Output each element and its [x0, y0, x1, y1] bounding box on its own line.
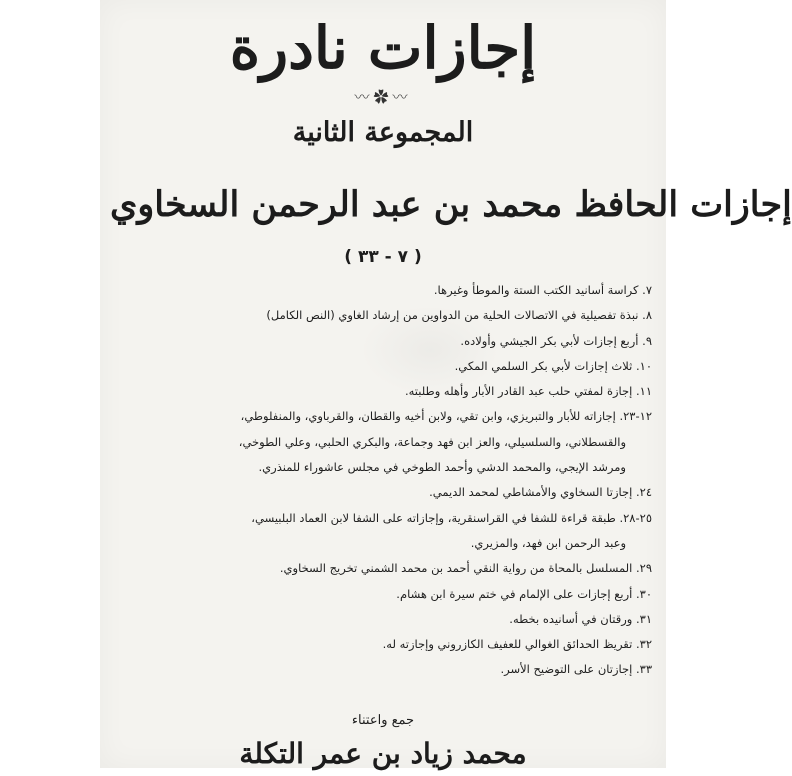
credits	[100, 712, 666, 776]
title-ornament: 〰✿〰	[354, 88, 412, 106]
list-item: ٣٣. إجازتان على التوضيح الأسر.	[500, 662, 652, 677]
list-item: ٢٤. إجازتا السخاوي والأمشاطي لمحمد الديمي.	[429, 485, 652, 500]
editor-name: محمد زياد بن عمر التكلة	[239, 737, 527, 770]
list-item-continuation: ومرشد الإيجي، والمحمد الدشي وأحمد الطوخي في مجلس عاشوراء للمنذري.	[258, 460, 626, 475]
item-range: ( ٧ - ٣٣ )	[344, 247, 422, 267]
contents-list	[156, 278, 652, 683]
book-title: إجازات نادرة	[229, 14, 537, 82]
list-item: ٣١. ورقتان في أسانيده بخطه.	[509, 611, 652, 626]
main-heading: إجازات الحافظ محمد بن عبد الرحمن السخاوي	[110, 184, 792, 225]
credits-label: جمع واعتناء	[351, 713, 415, 728]
list-item: ١٢-٢٣. إجازاته للأبار والتبريزي، وابن تقي، ولابن أخيه والقطان، والقرباوي، والمنفلوطي،	[240, 409, 652, 424]
list-item: ٣٢. تقريظ الحدائق الغوالي للعفيف الكازروني وإجازته له.	[382, 637, 652, 652]
list-item: ١١. إجازة لمفتي حلب عبد القادر الأبار وأهله وطلبته.	[404, 384, 652, 399]
list-item: ٢٥-٢٨. طبقة قراءة للشفا في القراسنقرية، وإجازاته على الشفا لابن العماد البلبيسي،	[251, 510, 652, 525]
list-item-continuation: وعبد الرحمن ابن فهد، والمزيري.	[470, 535, 626, 550]
list-item: ٢٩. المسلسل بالمحاة من رواية النقي أحمد بن محمد الشمني تخريج السخاوي.	[279, 561, 652, 576]
list-item: ٩. أربع إجازات لأبي بكر الجيشي وأولاده.	[460, 333, 652, 348]
list-item: ١٠. ثلاث إجازات لأبي بكر السلمي المكي.	[454, 358, 652, 373]
book-page	[100, 0, 792, 770]
list-item-continuation: والقسطلاني، والسلسيلي، والعز ابن فهد وجماعة، والبكري الحلبي، وعلي الطوخي،	[238, 434, 626, 449]
collection-subtitle: المجموعة الثانية	[292, 117, 474, 148]
list-item: ٨. نبذة تفصيلية في الاتصالات الحلية من الدواوين من إرشاد الغاوي (النص الكامل)	[266, 308, 652, 323]
list-item: ٧. كراسة أسانيد الكتب الستة والموطأ وغيرها.	[433, 283, 652, 297]
list-item: ٣٠. أربع إجازات على الإلمام في ختم سيرة ابن هشام.	[396, 586, 652, 601]
